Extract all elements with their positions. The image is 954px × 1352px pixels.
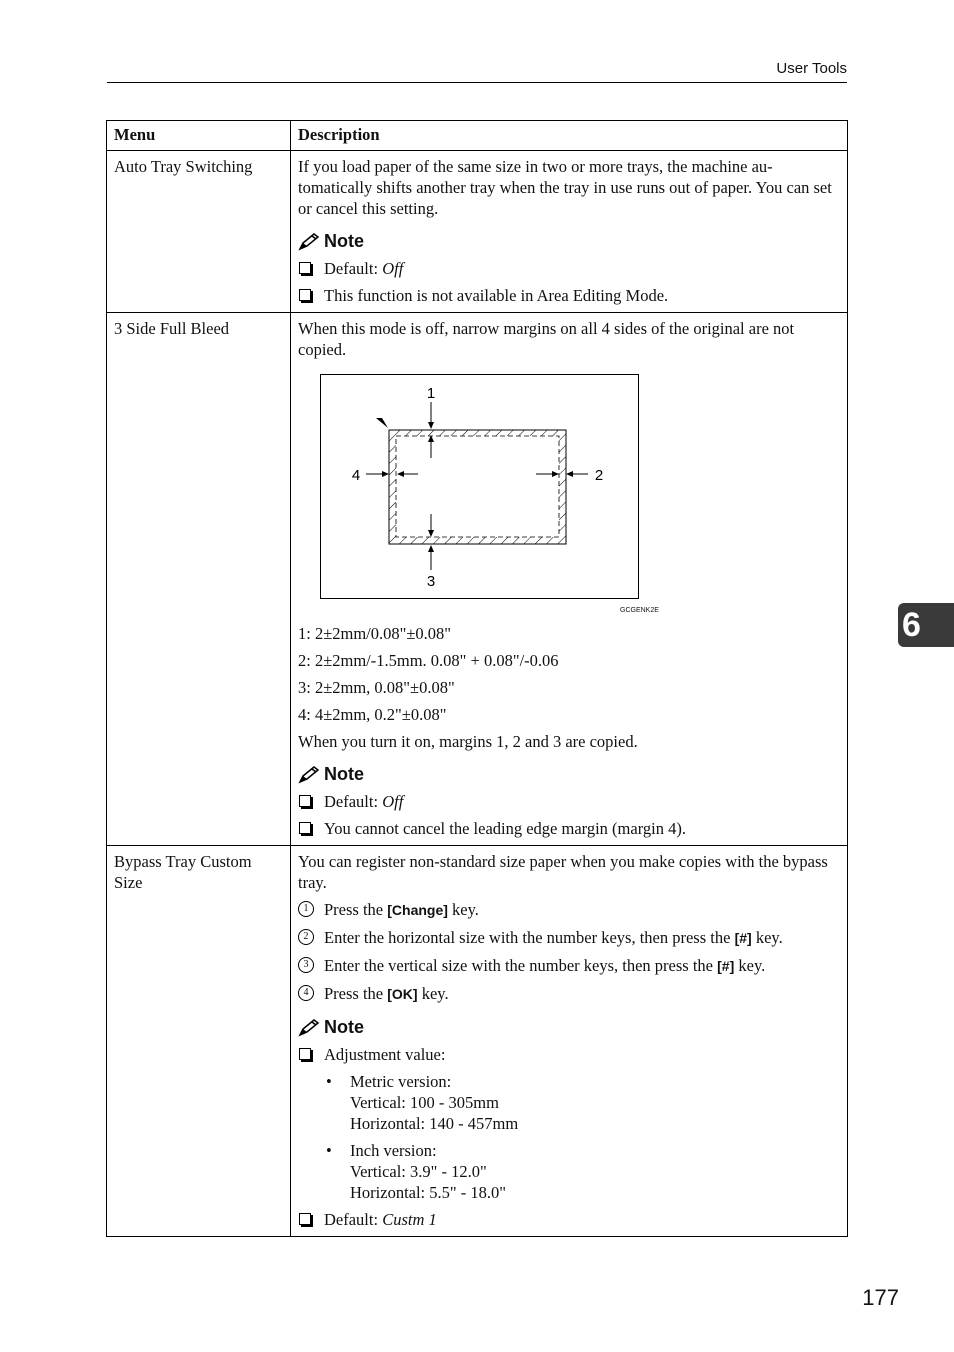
margin-spec: 1: 2±2mm/0.08"±0.08" bbox=[298, 624, 452, 643]
description-cell-auto-tray bbox=[291, 151, 848, 313]
step-item bbox=[298, 955, 840, 977]
diagram-label-4: 4 bbox=[351, 467, 361, 484]
margin-spec: 2: 2±2mm/-1.5mm. 0.08" + 0.08"/-0.06 bbox=[298, 651, 559, 670]
step-text: Enter the horizontal size with the number keys, then press the bbox=[324, 928, 735, 947]
full-bleed-description: When this mode is off, narrow margins on all 4 sides of the original are not copied. bbox=[298, 319, 795, 359]
diagram-label-2: 2 bbox=[594, 467, 604, 484]
menu-cell-bypass: Bypass Tray Custom Size bbox=[107, 846, 291, 1237]
table-row bbox=[107, 846, 848, 1237]
note-item bbox=[298, 1044, 840, 1065]
note-item bbox=[298, 285, 840, 306]
table-row bbox=[107, 151, 848, 313]
header-title: User Tools bbox=[776, 60, 847, 77]
inch-title: Inch version: bbox=[350, 1141, 437, 1160]
step-item bbox=[298, 899, 840, 921]
default-value: Off bbox=[382, 259, 404, 278]
note-heading bbox=[298, 764, 840, 785]
checkbox-bullet-icon bbox=[299, 795, 311, 807]
note-item bbox=[298, 791, 840, 812]
checkbox-bullet-icon bbox=[299, 822, 311, 834]
step-number: 3 bbox=[298, 957, 314, 973]
metric-title: Metric version: bbox=[350, 1072, 452, 1091]
diagram-label-3: 3 bbox=[426, 573, 436, 590]
checkbox-bullet-icon bbox=[299, 1213, 311, 1225]
table-row bbox=[107, 313, 848, 846]
margin-diagram bbox=[320, 374, 840, 614]
table-header-row bbox=[107, 121, 848, 151]
note-text: This function is not available in Area Editing Mode. bbox=[324, 286, 669, 305]
pencil-note-icon bbox=[298, 1019, 320, 1037]
step-item bbox=[298, 927, 840, 949]
turn-on-text: When you turn it on, margins 1, 2 and 3 are copied. bbox=[298, 732, 638, 751]
bullet-icon: • bbox=[326, 1072, 332, 1091]
step-text: key. bbox=[447, 900, 479, 919]
ok-key: [OK] bbox=[387, 986, 418, 1002]
note-item bbox=[298, 1209, 840, 1230]
step-text: Press the bbox=[324, 984, 388, 1003]
note-heading bbox=[298, 231, 840, 252]
pencil-note-icon bbox=[298, 233, 320, 251]
list-item bbox=[298, 1071, 840, 1134]
page-number: 177 bbox=[862, 1285, 899, 1310]
diagram-label-1: 1 bbox=[426, 385, 436, 402]
step-number: 1 bbox=[298, 901, 314, 917]
hash-key: [#] bbox=[734, 930, 752, 946]
inch-horizontal: Horizontal: 5.5" - 18.0" bbox=[350, 1183, 506, 1202]
margin-spec: 4: 4±2mm, 0.2"±0.08" bbox=[298, 705, 447, 724]
change-key: [Change] bbox=[387, 902, 448, 918]
menu-column-header: Menu bbox=[107, 121, 291, 151]
adjustment-label: Adjustment value: bbox=[324, 1045, 446, 1064]
figure-code: GCGENK2E bbox=[620, 607, 659, 614]
menu-cell-full-bleed: 3 Side Full Bleed bbox=[107, 313, 291, 846]
auto-tray-description: If you load paper of the same size in two or more trays, the machine au-tomatically shifts another tray when the tray in use runs out of paper. You can set or cancel this setting. bbox=[298, 157, 832, 218]
step-number: 4 bbox=[298, 985, 314, 1001]
header-rule bbox=[107, 82, 847, 83]
note-title: Note bbox=[324, 1017, 364, 1037]
note-heading bbox=[298, 1017, 840, 1038]
description-cell-full-bleed bbox=[291, 313, 848, 846]
default-label: Default: bbox=[324, 792, 383, 811]
list-item bbox=[298, 1140, 840, 1203]
checkbox-bullet-icon bbox=[299, 262, 311, 274]
step-text: key. bbox=[417, 984, 449, 1003]
step-number: 2 bbox=[298, 929, 314, 945]
description-column-header: Description bbox=[291, 121, 848, 151]
pencil-note-icon bbox=[298, 766, 320, 784]
step-text: Enter the vertical size with the number keys, then press the bbox=[324, 956, 718, 975]
default-label: Default: bbox=[324, 259, 383, 278]
step-item bbox=[298, 983, 840, 1005]
margin-diagram-figure bbox=[320, 374, 640, 600]
bullet-icon: • bbox=[326, 1141, 332, 1160]
menu-cell-auto-tray: Auto Tray Switching bbox=[107, 151, 291, 313]
metric-horizontal: Horizontal: 140 - 457mm bbox=[350, 1114, 519, 1133]
inch-vertical: Vertical: 3.9" - 12.0" bbox=[350, 1162, 487, 1181]
hash-key: [#] bbox=[717, 958, 735, 974]
step-text: key. bbox=[751, 928, 783, 947]
default-value: Off bbox=[382, 792, 404, 811]
note-text: You cannot cancel the leading edge margin (margin 4). bbox=[324, 819, 686, 838]
bypass-description: You can register non-standard size paper when you make copies with the bypass tray. bbox=[298, 852, 828, 892]
note-title: Note bbox=[324, 764, 364, 784]
margin-spec: 3: 2±2mm, 0.08"±0.08" bbox=[298, 678, 455, 697]
menu-table bbox=[106, 120, 848, 1237]
note-title: Note bbox=[324, 231, 364, 251]
default-value: Custm 1 bbox=[382, 1210, 437, 1229]
step-text: Press the bbox=[324, 900, 388, 919]
step-text: key. bbox=[734, 956, 766, 975]
description-cell-bypass bbox=[291, 846, 848, 1237]
checkbox-bullet-icon bbox=[299, 289, 311, 301]
note-item bbox=[298, 818, 840, 839]
chapter-tab: 6 bbox=[898, 603, 954, 647]
note-item bbox=[298, 258, 840, 279]
checkbox-bullet-icon bbox=[299, 1048, 311, 1060]
metric-vertical: Vertical: 100 - 305mm bbox=[350, 1093, 499, 1112]
default-label: Default: bbox=[324, 1210, 383, 1229]
